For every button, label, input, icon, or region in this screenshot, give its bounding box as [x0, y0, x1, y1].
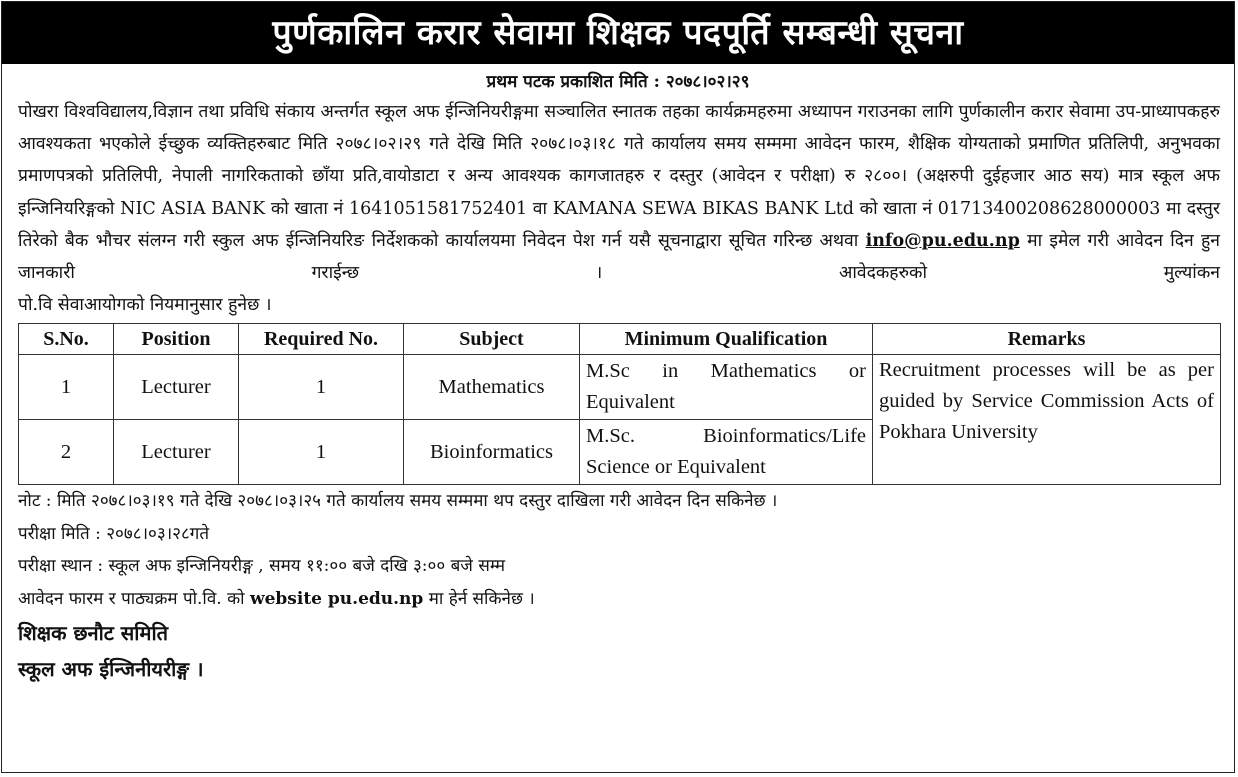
cell-sno: 2 [19, 420, 114, 485]
vacancy-table [18, 323, 1221, 485]
header-required: Required No. [239, 324, 404, 355]
website-pre-text: आवेदन फारम र पाठ्यक्रम पो.वि. को [18, 588, 245, 609]
table-row [19, 355, 1221, 420]
exam-date: परीक्षा मिति : २०७८।०३।२८गते [18, 523, 210, 544]
cell-required: 1 [239, 355, 404, 420]
signoff [18, 615, 1220, 687]
website-line [18, 583, 1220, 616]
table-header-row [19, 324, 1221, 355]
email-link[interactable]: info@pu.edu.np [865, 230, 1020, 251]
header-position: Position [114, 324, 239, 355]
cell-remarks: Recruitment processes will be as per guided by Service Commission Acts of Pokhara University [873, 355, 1221, 485]
notice-title: पुर्णकालिन करार सेवामा शिक्षक पदपूर्ति सम्बन्धी सूचना [2, 2, 1234, 64]
cell-sno: 1 [19, 355, 114, 420]
body-tail-text: मा इमेल गरी आवेदन दिन हुन जानकारी गराईन्छ । आवेदकहरुको मुल्यांकन [18, 230, 1220, 284]
website-post-text: मा हेर्न सकिनेछ । [428, 588, 535, 609]
school-name: स्कूल अफ ईन्जिनीयरीङ्ग । [18, 657, 204, 682]
notes-section [18, 485, 1220, 615]
cell-position: Lecturer [114, 355, 239, 420]
committee-name: शिक्षक छनौट समिति [18, 621, 169, 646]
header-sno: S.No. [19, 324, 114, 355]
cell-subject: Mathematics [404, 355, 580, 420]
notice-page [1, 1, 1235, 773]
late-fee-note: नोट : मिति २०७८।०३।१९ गते देखि २०७८।०३।२५ गते कार्यालय समय सम्ममा थप दस्तुर दाखिला गरी आवेदन दिन सकिनेछ । [18, 491, 778, 512]
body-main-text: पोखरा विश्वविद्यालय,विज्ञान तथा प्रविधि संकाय अन्तर्गत स्कूल अफ ईन्जिनियरीङ्गमा सञ्चालित स्नातक तहका कार्यक्रमहरुमा अध्यापन गराउनका लागि पुर्णकालीन करार सेवामा उप-प्राध्यापकहरु आवश्यकता भएकोले ईच्छुक व्यक्तिहरुबाट मिति २०७८।०२।२९ गते देखि मिति २०७८।०३।१८ गते कार्यालय समय सम्ममा आवेदन फारम, शैक्षिक योग्यताको प्रमाणित प्रतिलिपी, अनुभवका प्रमाणपत्रको प्रतिलिपी, नेपाली नागरिकताको छाँया प्रति,वायोडाटा र अन्य आवश्यक कागजातहरु र दस्तुर (आवेदन र परीक्षा) रु २८००। (अक्षरुपी दुईहजार आठ सय) मात्र स्कूल अफ इन्जिनियरिङ्गको NIC ASIA BANK को खाता नं 1641051581752401 वा KAMANA SEWA BIKAS BANK Ltd को खाता नं 01713400208628000003 मा दस्तुर तिरेको बैक भौचर संलग्न गरी स्कुल अफ ईन्जिनियरिङ निर्देशकको कार्यालयमा निवेदन पेश गर्न यसै सूचनाद्वारा सूचित गरिन्छ अथवा [18, 102, 1220, 251]
notice-body [18, 96, 1220, 321]
publication-date: प्रथम पटक प्रकाशित मिति : २०७८।०२।२९ [486, 72, 750, 92]
cell-subject: Bioinformatics [404, 420, 580, 485]
header-qualification: Minimum Qualification [580, 324, 873, 355]
cell-required: 1 [239, 420, 404, 485]
exam-venue: परीक्षा स्थान : स्कूल अफ इन्जिनियरीङ्ग , समय ११:०० बजे दखि ३:०० बजे सम्म [18, 556, 506, 577]
website-link[interactable]: website pu.edu.np [249, 588, 424, 609]
cell-qualification: M.Sc. Bioinformatics/Life Science or Equivalent [580, 420, 873, 485]
cell-position: Lecturer [114, 420, 239, 485]
body-last-line: पो.वि सेवाआयोगको नियमानुसार हुनेछ । [18, 295, 272, 316]
header-remarks: Remarks [873, 324, 1221, 355]
cell-qualification: M.Sc in Mathematics or Equivalent [580, 355, 873, 420]
header-subject: Subject [404, 324, 580, 355]
